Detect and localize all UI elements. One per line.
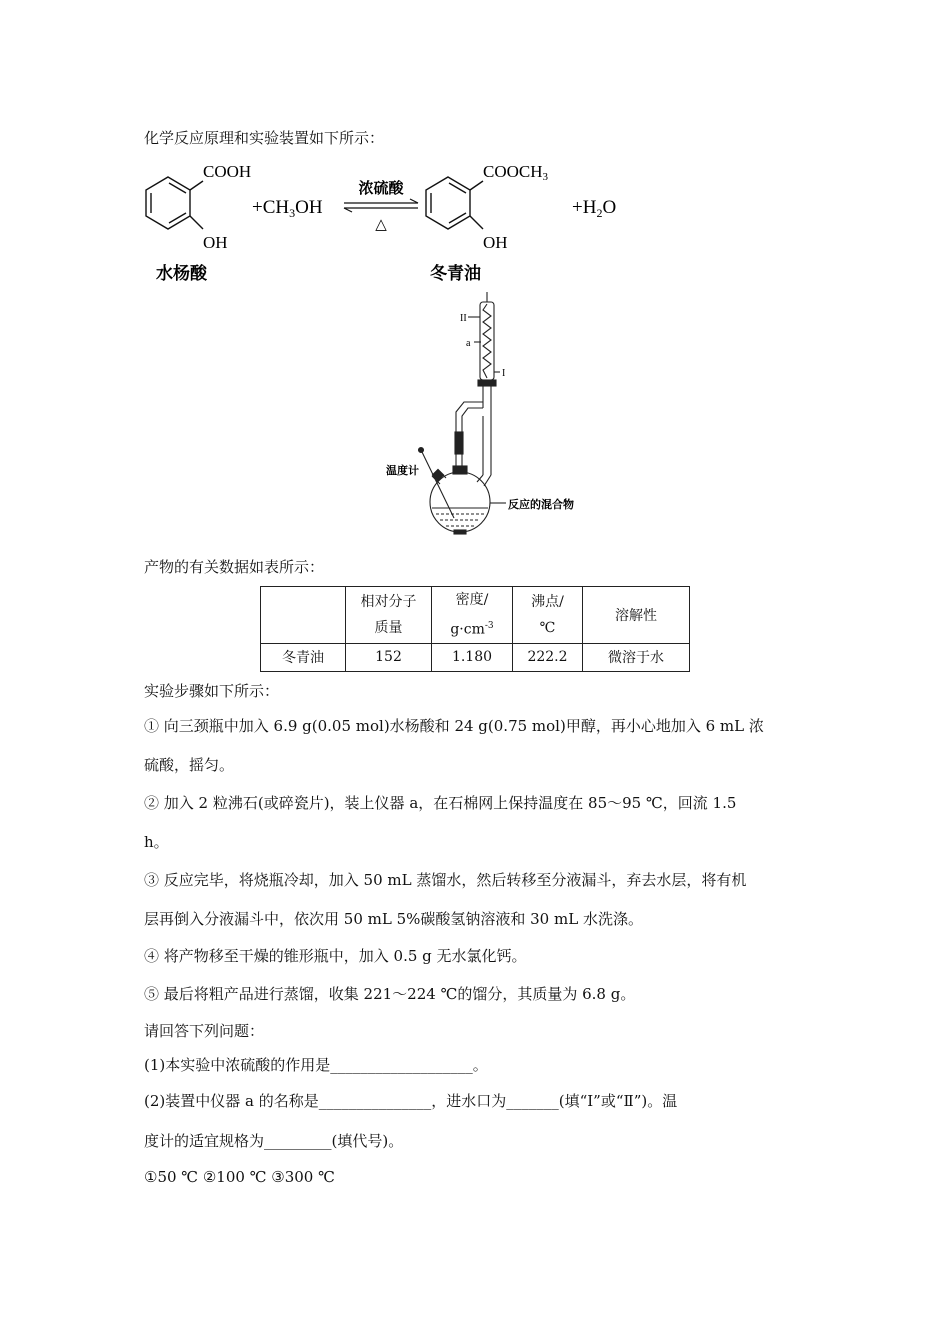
steps-intro: 实验步骤如下所示： — [144, 682, 280, 700]
intro-text: 化学反应原理和实验装置如下所示： — [144, 129, 385, 147]
header-density: 密度/ $g\cdot cm^{-3}$ — [432, 587, 513, 644]
wintergreen-oil-structure — [426, 177, 483, 229]
cell-name: 冬青油 — [261, 643, 346, 671]
label-thermometer: 温度计 — [386, 464, 419, 477]
question-line: 度计的适宜规格为_________(填代号)。 — [144, 1132, 404, 1150]
methanol: $+CH_3OH$ — [252, 197, 323, 220]
header-molar-mass: 相对分子 质量 — [346, 587, 432, 644]
label-II: II — [460, 313, 467, 324]
step-line: 层再倒入分液漏斗中，依次用 50 mL 5%碳酸氢钠溶液和 30 mL 水洗涤。 — [144, 910, 643, 928]
salicylic-acid-name: 水杨酸 — [156, 264, 207, 284]
step-line: h。 — [144, 833, 169, 851]
cell-boiling-point: 222.2 — [513, 643, 583, 671]
step-line: 硫酸，摇匀。 — [144, 756, 235, 774]
question-line: (2)装置中仪器 a 的名称是_______________，进水口为_______(填“Ⅰ”或“Ⅱ”)。温 — [144, 1092, 678, 1110]
table-intro: 产物的有关数据如表所示： — [144, 558, 325, 576]
wintergreen-oil-name: 冬青油 — [430, 264, 481, 284]
label-mixture: 反应的混合物 — [508, 498, 574, 511]
wintergreen-cooch3: COOCH3 — [483, 162, 549, 183]
label-I: I — [502, 368, 506, 379]
step-line: ④ 将产物移至干燥的锥形瓶中，加入 0.5 g 无水氯化钙。 — [144, 947, 527, 965]
table-header-row — [261, 587, 690, 644]
header-empty — [261, 587, 346, 644]
wintergreen-oh: OH — [483, 233, 508, 252]
condition-heat: △ — [375, 215, 387, 233]
cell-molar-mass: 152 — [346, 643, 432, 671]
reaction-scheme — [140, 155, 660, 290]
condition-catalyst: 浓硫酸 — [358, 179, 404, 197]
table-row — [261, 643, 690, 671]
cell-density: 1.180 — [432, 643, 513, 671]
question-line: (1)本实验中浓硫酸的作用是___________________。 — [144, 1056, 488, 1074]
header-solubility: 溶解性 — [583, 587, 690, 644]
salicylic-acid-structure — [146, 177, 203, 229]
salicylic-cooh: COOH — [203, 162, 252, 181]
cell-solubility: 微溶于水 — [583, 643, 690, 671]
step-line: ② 加入 2 粒沸石(或碎瓷片)，装上仪器 a，在石棉网上保持温度在 85～95 ℃，回流 1.5 — [144, 794, 737, 812]
step-line: ③ 反应完毕，将烧瓶冷却，加入 50 mL 蒸馏水，然后转移至分液漏斗，弃去水层，将有机 — [144, 871, 747, 889]
equilibrium-arrows — [344, 199, 418, 212]
step-line: ⑤ 最后将粗产品进行蒸馏，收集 221～224 ℃的馏分，其质量为 6.8 g。 — [144, 985, 636, 1003]
step-line: ① 向三颈瓶中加入 6.9 g(0.05 mol)水杨酸和 24 g(0.75 mol)甲醇，再小心地加入 6 mL 浓 — [144, 717, 764, 735]
salicylic-oh: OH — [203, 233, 228, 252]
product-data-table — [260, 586, 690, 672]
questions-intro: 请回答下列问题： — [144, 1022, 265, 1040]
header-boiling-point: 沸点/ ℃ — [513, 587, 583, 644]
reflux-apparatus — [380, 290, 600, 540]
question-options: ①50 ℃ ②100 ℃ ③300 ℃ — [144, 1168, 335, 1186]
water: $+H_2O$ — [572, 197, 617, 220]
label-a: a — [466, 338, 471, 349]
